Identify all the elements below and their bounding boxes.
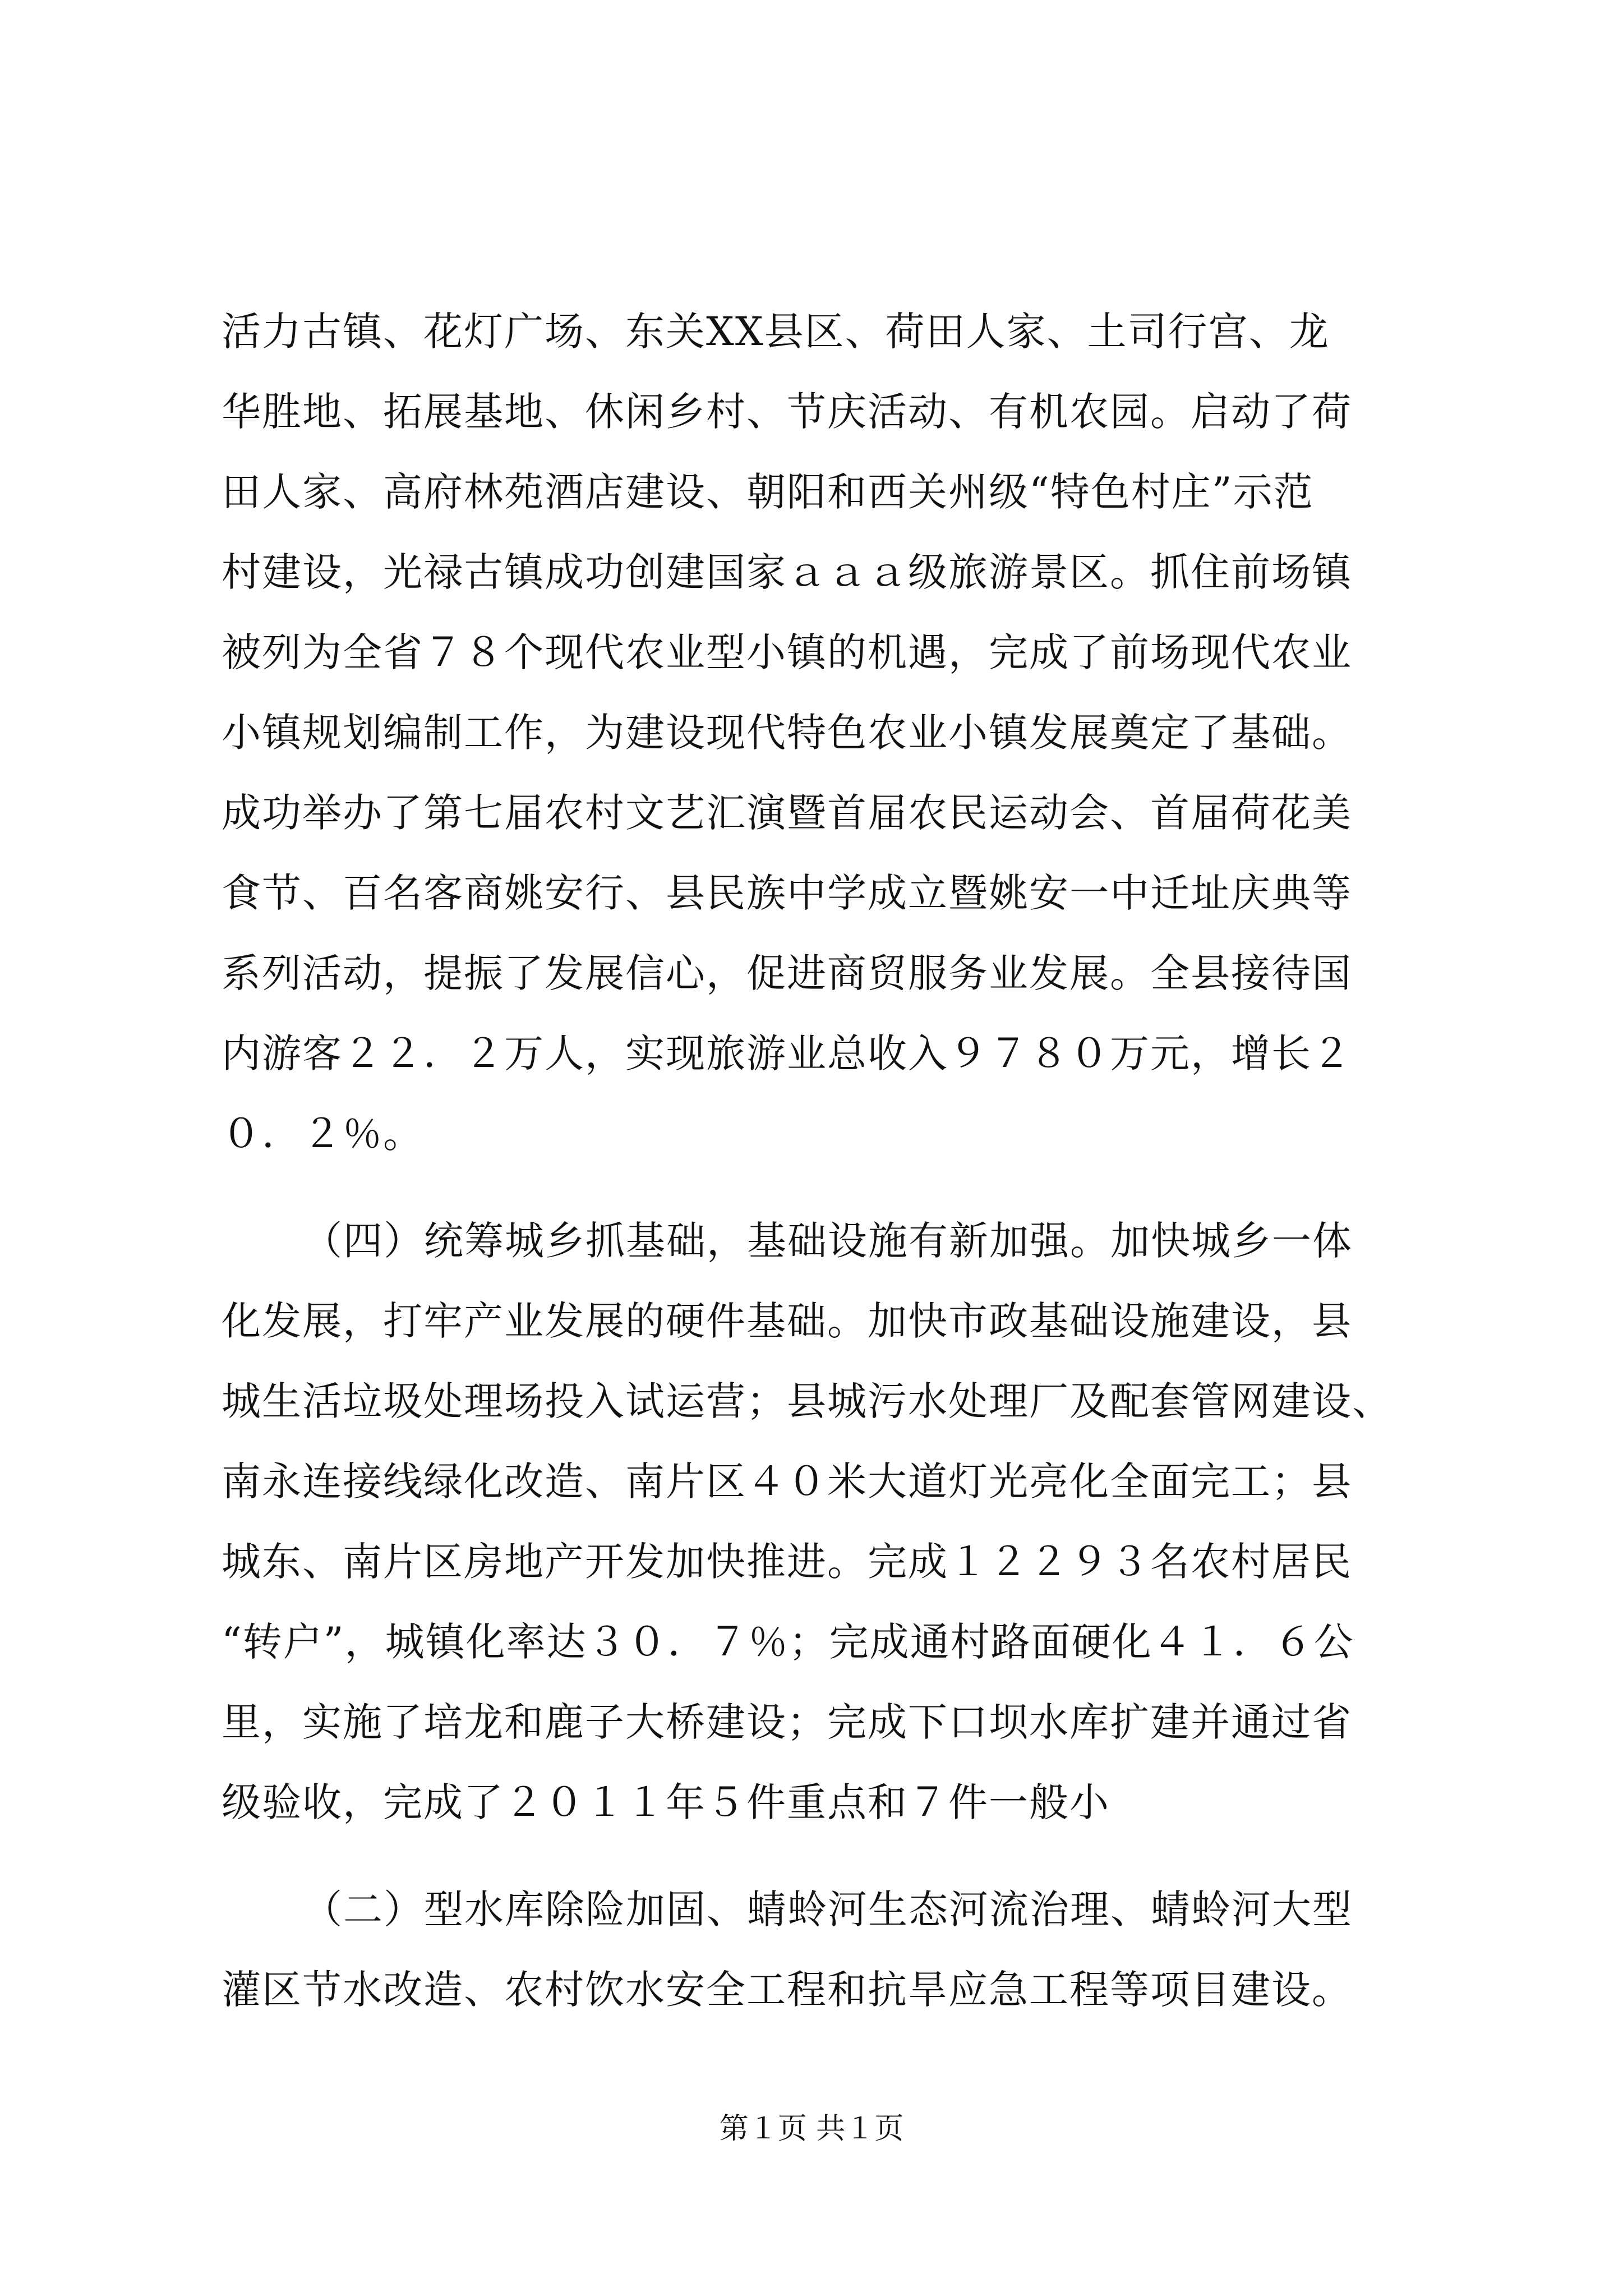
text-line: 灌区节水改造、农村饮水安全工程和抗旱应急工程等项目建设。 — [222, 1967, 1352, 2013]
text-line: 内游客２２．２万人，实现旅游业总收入９７８０万元，增长２ — [222, 1030, 1352, 1076]
text-line: （四）统筹城乡抓基础，基础设施有新加强。加快城乡一体 — [303, 1218, 1353, 1264]
text-line: 系列活动，提振了发展信心，促进商贸服务业发展。全县接待国 — [222, 950, 1352, 996]
text-line: 南永连接线绿化改造、南片区４０米大道灯光亮化全面完工；县 — [222, 1458, 1352, 1504]
text-line: 里，实施了培龙和鹿子大桥建设；完成下口坝水库扩建并通过省 — [222, 1699, 1352, 1745]
text-line: 华胜地、拓展基地、休闲乡村、节庆活动、有机农园。启动了荷 — [222, 389, 1352, 435]
text-line: 小镇规划编制工作，为建设现代特色农业小镇发展奠定了基础。 — [222, 710, 1352, 756]
text-line: “转户”，城镇化率达３０．７％；完成通村路面硬化４１．６公 — [222, 1619, 1354, 1665]
paragraph — [222, 1201, 1438, 1843]
document-body — [222, 292, 1438, 2030]
text-line: 成功举办了第七届农村文艺汇演暨首届农民运动会、首届荷花美 — [222, 790, 1352, 836]
paragraph — [222, 1870, 1438, 2030]
paragraph — [222, 292, 1438, 1174]
text-line: 化发展，打牢产业发展的硬件基础。加快市政基础设施建设，县 — [222, 1298, 1352, 1344]
text-line: 级验收，完成了２０１１年５件重点和７件一般小 — [222, 1779, 1110, 1825]
page-footer: 第１页 共１页 — [719, 2112, 904, 2146]
text-line: 食节、百名客商姚安行、县民族中学成立暨姚安一中迁址庆典等 — [222, 870, 1352, 916]
text-line: ０．２％。 — [222, 1111, 423, 1157]
text-line: 活力古镇、花灯广场、东关XX县区、荷田人家、土司行宫、龙 — [222, 309, 1330, 355]
text-line: 城生活垃圾处理场投入试运营；县城污水处理厂及配套管网建设、 — [222, 1378, 1393, 1424]
text-line: 田人家、高府林苑酒店建设、朝阳和西关州级“特色村庄”示范 — [222, 469, 1314, 515]
text-line: 被列为全省７８个现代农业型小镇的机遇，完成了前场现代农业 — [222, 629, 1352, 675]
text-line: （二）型水库除险加固、蜻蛉河生态河流治理、蜻蛉河大型 — [303, 1887, 1353, 1932]
text-line: 村建设，光禄古镇成功创建国家ａａａ级旅游景区。抓住前场镇 — [222, 549, 1352, 595]
text-line: 城东、南片区房地产开发加快推进。完成１２２９３名农村居民 — [222, 1539, 1352, 1585]
